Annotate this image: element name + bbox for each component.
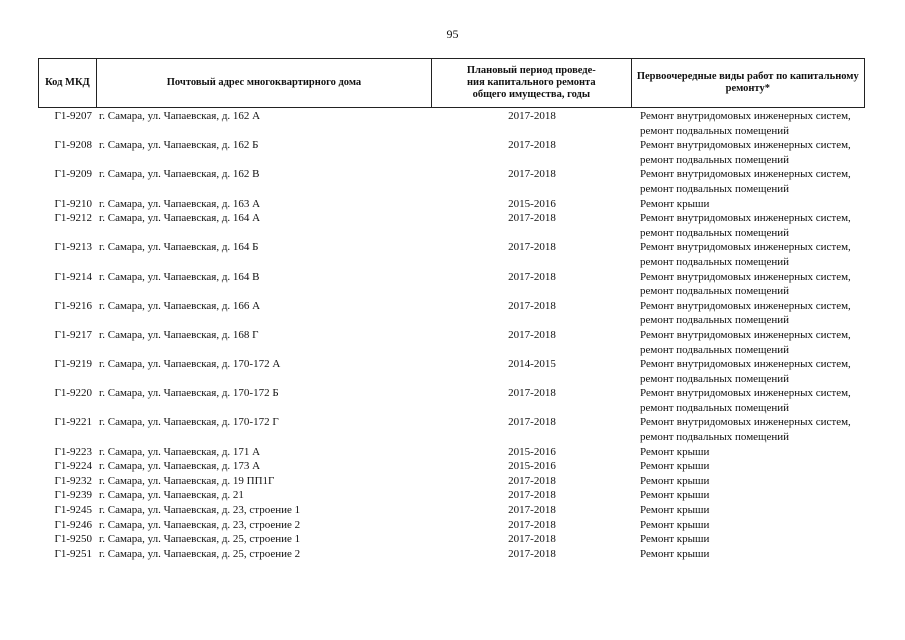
- column-header-period-line: Плановый период проведе-: [466, 65, 596, 76]
- cell-address: г. Самара, ул. Чапаевская, д. 168 Г: [99, 328, 259, 341]
- table-row: [38, 386, 865, 415]
- cell-address: г. Самара, ул. Чапаевская, д. 25, строение 2: [99, 547, 301, 560]
- cell-code: Г1-9232: [54, 474, 92, 487]
- cell-period: 2017-2018: [508, 518, 556, 531]
- table-row: [38, 240, 865, 269]
- cell-works: [632, 270, 865, 299]
- cell-address: г. Самара, ул. Чапаевская, д. 162 В: [99, 168, 260, 181]
- cell-works-line: ремонт подвальных помещений: [640, 153, 790, 166]
- cell-period: 2017-2018: [508, 489, 556, 502]
- cell-code: Г1-9224: [54, 460, 92, 473]
- cell-works: [632, 240, 865, 269]
- cell-period: 2014-2015: [508, 358, 556, 371]
- cell-works-line: ремонт подвальных помещений: [640, 124, 790, 137]
- cell-works-line: ремонт подвальных помещений: [640, 343, 790, 356]
- cell-code: Г1-9250: [54, 533, 92, 546]
- cell-code: Г1-9213: [54, 241, 92, 254]
- cell-works: [632, 138, 865, 167]
- cell-works-line: ремонт подвальных помещений: [640, 372, 790, 385]
- cell-period: 2017-2018: [508, 299, 556, 312]
- cell-works: [632, 445, 865, 460]
- column-header-period: [432, 59, 632, 107]
- table-row: [38, 211, 865, 240]
- cell-works: [632, 167, 865, 196]
- cell-works: [632, 532, 865, 547]
- table-row: [38, 474, 865, 489]
- cell-works-line: Ремонт внутридомовых инженерных систем,: [640, 358, 851, 371]
- cell-works: [632, 197, 865, 212]
- cell-works-line: Ремонт внутридомовых инженерных систем,: [640, 110, 851, 122]
- table-header: [38, 58, 865, 108]
- cell-address: г. Самара, ул. Чапаевская, д. 23, строение 2: [99, 518, 301, 531]
- cell-works-line: Ремонт внутридомовых инженерных систем,: [640, 328, 851, 341]
- cell-code: Г1-9210: [54, 197, 92, 210]
- cell-works-line: ремонт подвальных помещений: [640, 401, 790, 414]
- cell-works-line: ремонт подвальных помещений: [640, 431, 790, 444]
- cell-code: Г1-9216: [54, 299, 92, 312]
- column-header-works-line: ремонту*: [725, 83, 770, 94]
- cell-address: г. Самара, ул. Чапаевская, д. 162 А: [99, 110, 261, 122]
- cell-code: Г1-9209: [54, 168, 92, 181]
- cell-address: г. Самара, ул. Чапаевская, д. 166 А: [99, 299, 261, 312]
- table-row: [38, 197, 865, 212]
- cell-period: 2017-2018: [508, 328, 556, 341]
- cell-address: г. Самара, ул. Чапаевская, д. 19 ПП1Г: [99, 474, 275, 487]
- cell-address: г. Самара, ул. Чапаевская, д. 164 Б: [99, 241, 259, 254]
- cell-works: [632, 518, 865, 533]
- cell-works-line: Ремонт крыши: [640, 197, 710, 210]
- cell-works: [632, 109, 865, 138]
- table-row: [38, 328, 865, 357]
- cell-works-line: Ремонт крыши: [640, 533, 710, 546]
- cell-code: Г1-9245: [54, 504, 92, 517]
- cell-works: [632, 386, 865, 415]
- cell-code: Г1-9214: [54, 270, 92, 283]
- cell-works-line: Ремонт крыши: [640, 445, 710, 458]
- cell-address: г. Самара, ул. Чапаевская, д. 170-172 Г: [99, 416, 279, 429]
- cell-works-line: Ремонт внутридомовых инженерных систем,: [640, 212, 851, 225]
- cell-address: г. Самара, ул. Чапаевская, д. 163 А: [99, 197, 261, 210]
- cell-period: 2017-2018: [508, 547, 556, 560]
- cell-code: Г1-9212: [54, 212, 92, 225]
- cell-works-line: ремонт подвальных помещений: [640, 182, 790, 195]
- cell-period: 2017-2018: [508, 474, 556, 487]
- cell-period: 2017-2018: [508, 504, 556, 517]
- cell-period: 2017-2018: [508, 387, 556, 400]
- cell-works-line: ремонт подвальных помещений: [640, 285, 790, 298]
- cell-works: [632, 357, 865, 386]
- table-row: [38, 167, 865, 196]
- cell-works: [632, 328, 865, 357]
- column-header-code: Код МКД: [39, 59, 97, 107]
- column-header-period-line: ния капитального ремонта: [466, 77, 596, 88]
- table-row: [38, 109, 865, 138]
- cell-works-line: Ремонт крыши: [640, 474, 710, 487]
- table-row: [38, 270, 865, 299]
- table-row: [38, 415, 865, 444]
- table-row: [38, 459, 865, 474]
- column-header-works-line: Первоочередные виды работ по капитальному: [636, 71, 859, 82]
- cell-code: Г1-9220: [54, 387, 92, 400]
- cell-works-line: Ремонт крыши: [640, 518, 710, 531]
- cell-period: 2017-2018: [508, 270, 556, 283]
- cell-works-line: Ремонт крыши: [640, 460, 710, 473]
- cell-period: 2017-2018: [508, 241, 556, 254]
- cell-works-line: ремонт подвальных помещений: [640, 226, 790, 239]
- cell-period: 2017-2018: [508, 110, 556, 122]
- table-row: [38, 357, 865, 386]
- cell-works: [632, 488, 865, 503]
- cell-works-line: Ремонт внутридомовых инженерных систем,: [640, 168, 851, 181]
- cell-period: 2015-2016: [508, 460, 556, 473]
- cell-works-line: ремонт подвальных помещений: [640, 255, 790, 268]
- cell-works: [632, 299, 865, 328]
- cell-address: г. Самара, ул. Чапаевская, д. 170-172 А: [99, 358, 281, 371]
- table-row: [38, 547, 865, 562]
- cell-period: 2015-2016: [508, 445, 556, 458]
- cell-address: г. Самара, ул. Чапаевская, д. 164 В: [99, 270, 260, 283]
- cell-works-line: Ремонт внутридомовых инженерных систем,: [640, 139, 851, 152]
- table-row: [38, 518, 865, 533]
- cell-works-line: Ремонт внутридомовых инженерных систем,: [640, 387, 851, 400]
- cell-code: Г1-9246: [54, 518, 92, 531]
- cell-address: г. Самара, ул. Чапаевская, д. 25, строение 1: [99, 533, 301, 546]
- cell-code: Г1-9221: [54, 416, 92, 429]
- cell-address: г. Самара, ул. Чапаевская, д. 171 А: [99, 445, 261, 458]
- table-row: [38, 299, 865, 328]
- cell-period: 2015-2016: [508, 197, 556, 210]
- cell-address: г. Самара, ул. Чапаевская, д. 173 А: [99, 460, 261, 473]
- page-number: 95: [446, 27, 459, 41]
- cell-works: [632, 211, 865, 240]
- cell-code: Г1-9208: [54, 139, 92, 152]
- table-row: [38, 445, 865, 460]
- cell-works-line: Ремонт внутридомовых инженерных систем,: [640, 241, 851, 254]
- cell-address: г. Самара, ул. Чапаевская, д. 164 А: [99, 212, 261, 225]
- table-row: [38, 488, 865, 503]
- cell-works-line: Ремонт крыши: [640, 547, 710, 560]
- cell-code: Г1-9239: [54, 489, 92, 502]
- cell-code: Г1-9251: [54, 547, 92, 560]
- cell-works: [632, 459, 865, 474]
- cell-works-line: Ремонт внутридомовых инженерных систем,: [640, 270, 851, 283]
- table-row: [38, 503, 865, 518]
- cell-works-line: Ремонт крыши: [640, 489, 710, 502]
- table-row: [38, 138, 865, 167]
- cell-works-line: Ремонт внутридомовых инженерных систем,: [640, 299, 851, 312]
- cell-period: 2017-2018: [508, 168, 556, 181]
- column-header-works: [632, 59, 864, 107]
- cell-address: г. Самара, ул. Чапаевская, д. 23, строение 1: [99, 504, 301, 517]
- table-body: [38, 109, 865, 561]
- cell-works-line: ремонт подвальных помещений: [640, 314, 790, 327]
- cell-works: [632, 474, 865, 489]
- cell-code: Г1-9219: [54, 358, 92, 371]
- table-row: [38, 532, 865, 547]
- cell-address: г. Самара, ул. Чапаевская, д. 21: [99, 489, 244, 502]
- cell-address: г. Самара, ул. Чапаевская, д. 170-172 Б: [99, 387, 279, 400]
- cell-code: Г1-9223: [54, 445, 92, 458]
- cell-period: 2017-2018: [508, 139, 556, 152]
- cell-code: Г1-9207: [54, 110, 92, 122]
- cell-works-line: Ремонт внутридомовых инженерных систем,: [640, 416, 851, 429]
- cell-period: 2017-2018: [508, 416, 556, 429]
- cell-works: [632, 503, 865, 518]
- cell-works-line: Ремонт крыши: [640, 504, 710, 517]
- cell-period: 2017-2018: [508, 533, 556, 546]
- column-header-address: Почтовый адрес многоквартирного дома: [97, 59, 432, 107]
- cell-code: Г1-9217: [54, 328, 92, 341]
- cell-works: [632, 547, 865, 562]
- column-header-period-line: общего имущества, годы: [472, 89, 591, 100]
- cell-address: г. Самара, ул. Чапаевская, д. 162 Б: [99, 139, 259, 152]
- cell-works: [632, 415, 865, 444]
- cell-period: 2017-2018: [508, 212, 556, 225]
